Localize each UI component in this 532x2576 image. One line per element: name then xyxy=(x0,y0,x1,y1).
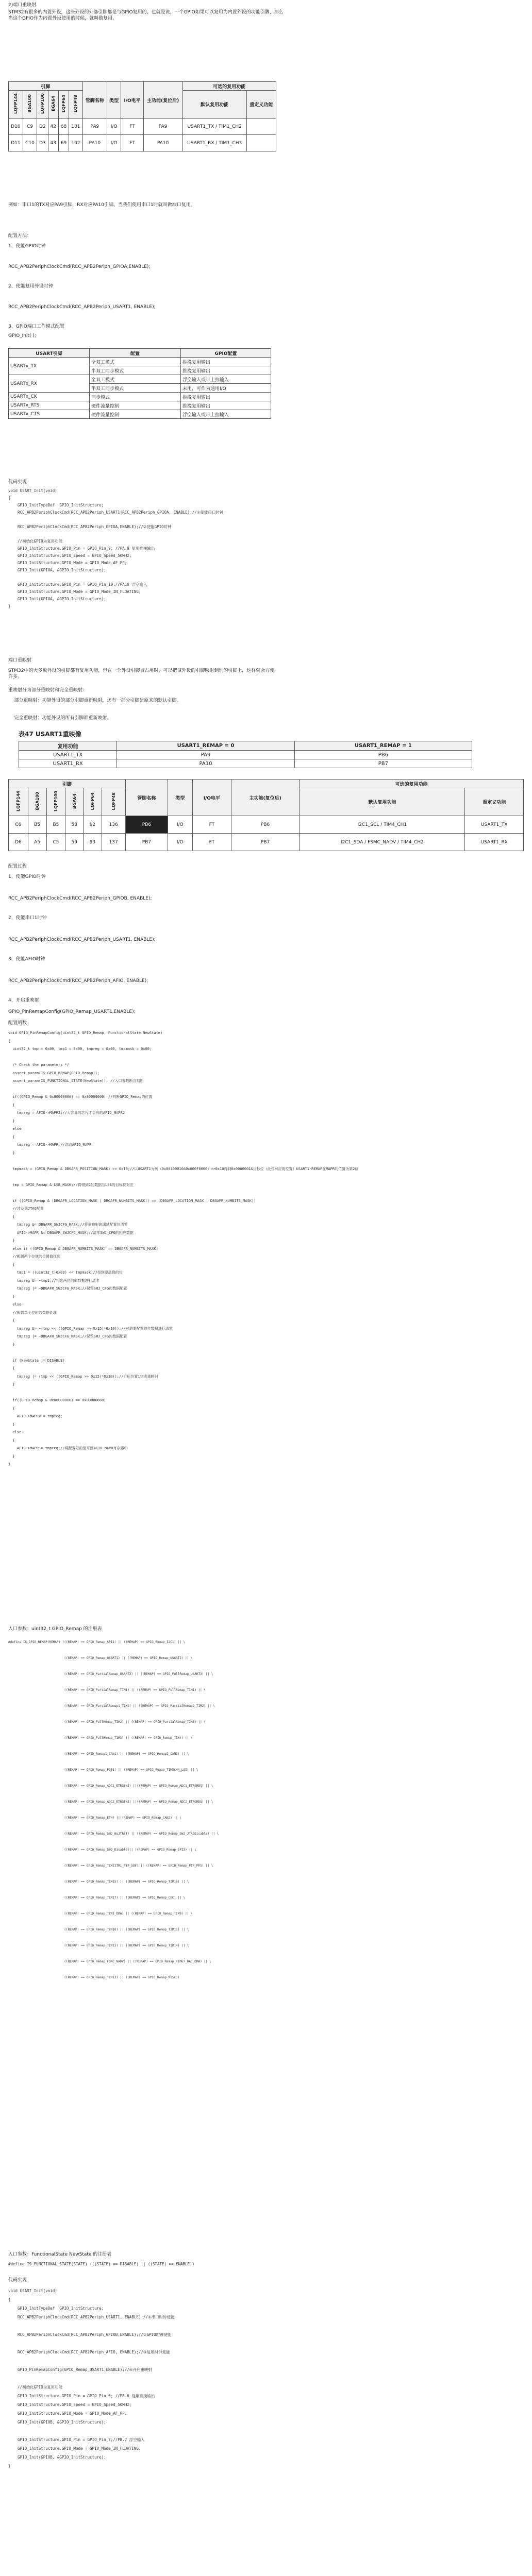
table-cell: USARTx_RX xyxy=(9,375,90,393)
col-header: LQFP48 xyxy=(73,94,78,113)
table-cell xyxy=(246,135,276,151)
table-cell: B5 xyxy=(46,816,65,834)
step-code: GPIO_Init( ); xyxy=(8,333,36,338)
table-cell: PB7 xyxy=(125,834,168,851)
col-header: I/O电平 xyxy=(192,779,231,816)
code-label: 代码实现 xyxy=(8,480,27,485)
code-label: 入口参数：FunctionalState NewState 的注册表 xyxy=(8,2252,112,2257)
section-heading: 端口重映射 xyxy=(8,658,32,663)
paragraph: 例如：串口1的TX对应PA9引脚，RX对应PA10引脚。当我们使用串口1时就叫做端口复用。 xyxy=(8,202,195,208)
table-cell: I/O xyxy=(107,135,121,151)
table-cell: D10 xyxy=(9,118,23,135)
col-header: LQFP144 xyxy=(15,791,21,811)
table-cell: 92 xyxy=(84,816,102,834)
table-cell: PA10 xyxy=(143,135,182,151)
table-cell: USARTx_RTS xyxy=(9,401,90,410)
col-header: USART1_REMAP = 0 xyxy=(117,741,294,751)
table-cell: PB7 xyxy=(294,759,472,768)
table-cell: PB6 xyxy=(125,816,168,834)
table-cell: USARTx_TX xyxy=(9,358,90,375)
col-header: 类型 xyxy=(107,82,121,118)
table-cell: 93 xyxy=(84,834,102,851)
steps-title: 配置方法： xyxy=(8,233,32,239)
col-header: LQFP64 xyxy=(90,792,95,810)
col-header: 管脚名称 xyxy=(125,779,168,816)
code-block: void USART_Init(void) { GPIO_InitTypeDef GPIO_InitStructure; RCC_APB2PeriphClockCmd(RCC_APB2Periph_USART1|RCC_APB2Periph_GPIOA, ENABLE);//①使能串口时钟 RCC_APB2PeriphClockCmd(RCC_APB2Periph_GPIOA,ENABLE);//②使能GPIO时钟 //初始化GPIO为复用功能 GPIO_InitStructure.GPIO_Pin = GPIO_Pin_9; //PA.9 复用推挽输出 GPIO_InitStructure.GPIO_Speed = GPIO_Speed_50MHz; GPIO_InitStructure.GPIO_Mode = GPIO_Mode_AF_PP; GPIO_Init(GPIOA, &GPIO_InitStructure); GPIO_InitStructure.GPIO_Pin = GPIO_Pin_10;//PA10 浮空输入 GPIO_InitStructure.GPIO_Mode = GPIO_Mode_IN_FLOATING; GPIO_Init(GPIOA, &GPIO_InitStructure); } xyxy=(8,488,224,608)
table-cell: USARTx_CK xyxy=(9,393,90,401)
step-code: RCC_APB2PeriphClockCmd(RCC_APB2Periph_USART1, ENABLE); xyxy=(8,304,156,310)
table-cell: PA10 xyxy=(117,759,294,768)
table-cell: 59 xyxy=(65,834,84,851)
table-cell: C10 xyxy=(23,135,37,151)
steps-title: 配置过程 xyxy=(8,864,27,869)
table-cell: FT xyxy=(121,118,143,135)
col-header: LQFP64 xyxy=(61,94,66,113)
table-cell: FT xyxy=(121,135,143,151)
table-cell: PA9 xyxy=(82,118,107,135)
table-cell: C9 xyxy=(23,118,37,135)
step-code: RCC_APB2PeriphClockCmd(RCC_APB2Periph_USART1, ENABLE); xyxy=(8,937,156,942)
table-cell: D2 xyxy=(37,118,48,135)
col-header: 重定义功能 xyxy=(246,91,276,118)
table-cell: 推挽复用输出 xyxy=(181,366,271,375)
col-header: GPIO配置 xyxy=(181,349,271,358)
step-code: GPIO_PinRemapConfig(GPIO_Remap_USART1,ENABLE); xyxy=(8,1009,136,1014)
table-cell: I/O xyxy=(168,834,192,851)
code-block: void USART_Init(void) { GPIO_InitTypeDef GPIO_InitStructure; RCC_APB2PeriphClockCmd(RCC_APB2Periph_USART1, ENABLE);//①串口时钟使能 RCC_APB2PeriphClockCmd(RCC_APB2Periph_GPIOB,ENABLE);//②GPIO时钟使能 RCC_APB2PeriphClockCmd(RCC_APB2Periph_AFIO, ENABLE);//③复用时钟使能 GPIO_PinRemapConfig(GPIO_Remap_USART1,ENABLE);//④开启重映射 //初始化GPIO为复用功能 GPIO_InitStructure.GPIO_Pin = GPIO_Pin_6; //PB.6 复用推挽输出 GPIO_InitStructure.GPIO_Speed = GPIO_Speed_50MHz; GPIO_InitStructure.GPIO_Mode = GPIO_Mode_AF_PP; GPIO_Init(GPIOB, &GPIO_InitStructure); GPIO_InitStructure.GPIO_Pin = GPIO_Pin_7;//PB.7 浮空输入 GPIO_InitStructure.GPIO_Mode = GPIO_Mode_IN_FLOATING; GPIO_Init(GPIOB, &GPIO_InitStructure); } xyxy=(8,2289,175,2468)
pins-group-header: 引脚 xyxy=(9,82,83,91)
pins-group-header: 引脚 xyxy=(9,779,126,788)
table-cell: PB6 xyxy=(231,816,299,834)
col-header: 配置 xyxy=(90,349,181,358)
table-cell: 43 xyxy=(48,135,58,151)
table-cell: USART1_TX / TIM1_CH2 xyxy=(182,118,246,135)
table-cell: 浮空输入或带上拉输入 xyxy=(181,410,271,419)
col-header: USART引脚 xyxy=(9,349,90,358)
usart-gpio-table xyxy=(8,348,271,419)
paragraph: STM32中的大多数外设的引脚都有复用功能，但在一个外设引脚被占用时，可以把该外设的引脚映射到别的引脚上，这样就会方便许多。 xyxy=(8,668,275,680)
code-block: #define IS_FUNCTIONAL_STATE(STATE) (((STATE) == DISABLE) || ((STATE) == ENABLE)) xyxy=(8,2262,195,2266)
table-cell: 136 xyxy=(102,816,125,834)
table-cell: USART1_TX xyxy=(465,816,524,834)
table-cell: 硬件流量控制 xyxy=(90,401,181,410)
step-label: 1、使能GPIO时钟 xyxy=(8,874,46,879)
table-cell xyxy=(246,118,276,135)
table-cell: I2C1_SCL / TIM4_CH1 xyxy=(300,816,465,834)
table-cell: 推挽复用输出 xyxy=(181,358,271,366)
table-cell: 半双工同步模式 xyxy=(90,366,181,375)
alt-group-header: 可选的复用功能 xyxy=(300,779,524,788)
col-header: 默认复用功能 xyxy=(182,91,246,118)
col-header: 主功能(复位后) xyxy=(231,779,299,816)
table-cell: A5 xyxy=(28,834,46,851)
step-label: 4、开启重映射 xyxy=(8,998,39,1003)
intro-paragraph: STM32有很多的内置外设，这些外设的外部引脚都是与GPIO复用的。也就是说，一个GPIO如果可以复用为内置外设的功能引脚，那么当这个GPIO作为内置外设使用的时候，就叫做复用。 xyxy=(8,10,284,21)
code-block: void GPIO_PinRemapConfig(uint32_t GPIO_Remap, FunctionalState NewState) { uint32_t tmp = 0x00, tmp1 = 0x00, tmpreg = 0x00, tmpmask = 0x00; /* Check the parameters */ assert_param(IS_GPIO_REMAP(GPIO_Remap)); assert_param(IS_FUNCTIONAL_STATE(NewState)); //入口参数断言判断 if((GPIO_Remap & 0x80000000) == 0x80000000) //判断GPIO_Remap的位置 { tmpreg = AFIO->MAPR2;//大容量的芯片才会有的AFIO_MAPR2 } else { tmpreg = AFIO->MAPR;//读取AFIO_MAPR } tmpmask = (GPIO_Remap & DBGAFR_POSITION_MASK) >> 0x10;//以USART1为例（0x00100010&0x000F0000）>>0x10得到0x0000001&目标位（此位对应的位置）USART1-REMAP在MAPR的位置为第2位 tmp = GPIO_Remap & LSB_MASK;//将得到1的数据与LSB的目标位对应 if ((GPIO_Remap & (DBGAFR_LOCATION_MASK | DBGAFR_NUMBITS_MASK)) == (DBGAFR_LOCATION_MASK | DBGAFR_NUMBITS_MASK)) //涉及到JTAG配置 { tmpreg &= DBGAFR_SWJCFG_MASK;//将重映射的调试配置位清零 AFIO->MAPR &= DBGAFR_SWJCFG_MASK;//清零SWJ_CFG的相应数据 } else if ((GPIO_Remap & DBGAFR_NUMBITS_MASK) == DBGAFR_NUMBITS_MASK) //配置两个位他的位置值找到 { tmp1 = ((uint32_t)0x03) << tmpmask;//找到要清除的位 tmpreg &= ~tmp1;//将这两位的原数据进行清零 tmpreg |= ~DBGAFR_SWJCFG_MASK;//保留SWJ_CFG的数据配置 } else //配置单个位时的数据处理 { tmpreg &= ~(tmp << ((GPIO_Remap >> 0x15)*0x10));//对需要配置的位数据进行清零 tmpreg |= ~DBGAFR_SWJCFG_MASK;//保留SWJ_CFG的数据配置 } if (NewState != DISABLE) { tmpreg |= (tmp << ((GPIO_Remap >> 0x15)*0x10));//目标位置1完成重映射 } if((GPIO_Remap & 0x80000000) == 0x80000000) { AFIO->MAPR2 = tmpreg; } else { AFIO->MAPR = tmpreg;//将配置好的值写回AFIO_MAPR寄存器中 } } xyxy=(8,1031,359,1466)
table-cell: PA9 xyxy=(117,751,294,759)
table-cell: FT xyxy=(192,816,231,834)
code-label: 代码实现 xyxy=(8,2278,27,2283)
step-label: 1、使能GPIO时钟 xyxy=(8,244,46,249)
col-header: BGA100 xyxy=(27,94,32,113)
table-cell: 未用，可作为通用I/O xyxy=(181,384,271,393)
table-cell: USART1_RX xyxy=(19,759,117,768)
col-header: 管脚名称 xyxy=(82,82,107,118)
code-label: 入口参数：uint32_t GPIO_Remap 的注册表 xyxy=(8,1626,102,1632)
step-code: RCC_APB2PeriphClockCmd(RCC_APB2Periph_GPIOB, ENABLE); xyxy=(8,896,152,901)
table-cell: C5 xyxy=(46,834,65,851)
code-block: #define IS_GPIO_REMAP(REMAP) (((REMAP) == GPIO_Remap_SPI1) || ((REMAP) == GPIO_Remap_I2C1) || \ ((REMAP) == GPIO_Remap_USART1) || ((REMAP) == GPIO_Remap_USART2) || \ ((REMAP) == GPIO_PartialRemap_USART3) || ((REMAP) == GPIO_FullRemap_USART3) || \ ((REMAP) == GPIO_PartialRemap_TIM1) || ((REMAP) == GPIO_FullRemap_TIM1) || \ ((REMAP) == GPIO_PartialRemap1_TIM2) || ((REMAP) == GPIO_PartialRemap2_TIM2) || \ ((REMAP) == GPIO_FullRemap_TIM2) || ((REMAP) == GPIO_PartialRemap_TIM3) || \ ((REMAP) == GPIO_FullRemap_TIM3) || ((REMAP) == GPIO_Remap_TIM4) || \ ((REMAP) == GPIO_Remap1_CAN1) || ((REMAP) == GPIO_Remap2_CAN1) || \ ((REMAP) == GPIO_Remap_PD01) || ((REMAP) == GPIO_Remap_TIM5CH4_LSI) || \ ((REMAP) == GPIO_Remap_ADC1_ETRGINJ) ||((REMAP) == GPIO_Remap_ADC1_ETRGREG) || \ ((REMAP) == GPIO_Remap_ADC2_ETRGINJ) ||((REMAP) == GPIO_Remap_ADC2_ETRGREG) || \ ((REMAP) == GPIO_Remap_ETH) ||((REMAP) == GPIO_Remap_CAN2) || \ ((REMAP) == GPIO_Remap_SWJ_NoJTRST) || ((REMAP) == GPIO_Remap_SWJ_JTAGDisable) || \ ((REMAP) == GPIO_Remap_SWJ_Disable)|| ((REMAP) == GPIO_Remap_SPI3) || \ ((REMAP) == GPIO_Remap_TIM2ITR1_PTP_SOF) || ((REMAP) == GPIO_Remap_PTP_PPS) || \ ((REMAP) == GPIO_Remap_TIM15) || ((REMAP) == GPIO_Remap_TIM16) || \ ((REMAP) == GPIO_Remap_TIM17) || ((REMAP) == GPIO_Remap_CEC) || \ ((REMAP) == GPIO_Remap_TIM1_DMA) || ((REMAP) == GPIO_Remap_TIM9) || \ ((REMAP) == GPIO_Remap_TIM10) || ((REMAP) == GPIO_Remap_TIM11) || \ ((REMAP) == GPIO_Remap_TIM13) || ((REMAP) == GPIO_Remap_TIM14) || \ ((REMAP) == GPIO_Remap_FSMC_NADV) || ((REMAP) == GPIO_Remap_TIM67_DAC_DMA) || \ ((REMAP) == GPIO_Remap_TIM12) || ((REMAP) == GPIO_Remap_MISC)) xyxy=(8,1640,219,1979)
table-cell: 全双工模式 xyxy=(90,375,181,384)
paragraph: 完全重映射：功能外设的所有引脚都重新映射。 xyxy=(8,716,112,721)
table-cell: PA10 xyxy=(82,135,107,151)
col-header: BGA64 xyxy=(72,793,77,809)
table-cell: USART1_RX xyxy=(465,834,524,851)
table-cell: 68 xyxy=(58,118,69,135)
table-cell: 42 xyxy=(48,118,58,135)
col-header: LQFP100 xyxy=(53,791,58,811)
usart1-remap-table xyxy=(19,741,472,768)
pin-table-2 xyxy=(8,779,524,851)
table-cell: 推挽复用输出 xyxy=(181,401,271,410)
table-cell: D3 xyxy=(37,135,48,151)
col-header: 主功能(复位后) xyxy=(143,82,182,118)
table-cell: PB6 xyxy=(294,751,472,759)
table-cell: 同步模式 xyxy=(90,393,181,401)
col-header: 类型 xyxy=(168,779,192,816)
col-header: BGA100 xyxy=(35,792,40,810)
code-label: 配置函数 xyxy=(8,1021,27,1026)
table-cell: I/O xyxy=(107,118,121,135)
col-header: LQFP48 xyxy=(111,792,116,810)
col-header: I/O电平 xyxy=(121,82,143,118)
table-cell: 推挽复用输出 xyxy=(181,393,271,401)
table-cell: PB7 xyxy=(231,834,299,851)
col-header: 复用功能 xyxy=(19,741,117,751)
table-cell: USART1_RX / TIM1_CH3 xyxy=(182,135,246,151)
col-header: BGA64 xyxy=(51,96,56,111)
paragraph: 重映射分为部分重映射和完全重映射： xyxy=(8,688,88,693)
table-cell: 58 xyxy=(65,816,84,834)
col-header: USART1_REMAP = 1 xyxy=(294,741,472,751)
table-cell: D6 xyxy=(9,834,28,851)
table-title: 表47 USART1重映像 xyxy=(19,731,81,738)
table-cell: B5 xyxy=(28,816,46,834)
table-cell: 浮空输入或带上拉输入 xyxy=(181,375,271,384)
step-label: 2、使能串口1时钟 xyxy=(8,916,47,921)
step-label: 2、使能复用外设时钟 xyxy=(8,284,53,289)
alt-group-header: 可选的复用功能 xyxy=(182,82,276,91)
table-cell: USART1_TX xyxy=(19,751,117,759)
table-cell: 硬件流量控制 xyxy=(90,410,181,419)
step-code: RCC_APB2PeriphClockCmd(RCC_APB2Periph_GPIOA,ENABLE); xyxy=(8,264,151,269)
step-label: 3、使能AFIO时钟 xyxy=(8,957,45,962)
table-cell: 半双工同步模式 xyxy=(90,384,181,393)
table-cell: PA9 xyxy=(143,118,182,135)
col-header: 默认复用功能 xyxy=(300,788,465,816)
col-header: LQFP144 xyxy=(13,93,18,114)
table-cell: C6 xyxy=(9,816,28,834)
col-header: LQFP100 xyxy=(40,93,45,114)
step-label: 3、GPIO端口工作模式配置 xyxy=(8,324,64,329)
table-cell: 全双工模式 xyxy=(90,358,181,366)
table-cell: 137 xyxy=(102,834,125,851)
step-code: RCC_APB2PeriphClockCmd(RCC_APB2Periph_AFIO, ENABLE); xyxy=(8,978,148,984)
table-cell: D11 xyxy=(9,135,23,151)
pin-table-1 xyxy=(8,81,276,151)
table-cell: USARTx_CTS xyxy=(9,410,90,419)
section-heading: 2)端口重映射 xyxy=(8,3,37,8)
table-cell: FT xyxy=(192,834,231,851)
table-cell: 102 xyxy=(69,135,83,151)
table-cell: 69 xyxy=(58,135,69,151)
table-cell: I/O xyxy=(168,816,192,834)
paragraph: 部分重映射：功能外设的部分引脚重新映射，还有一部分引脚是原来的默认引脚。 xyxy=(8,698,181,703)
col-header: 重定义功能 xyxy=(465,788,524,816)
table-cell: I2C1_SDA / FSMC_NADV / TIM4_CH2 xyxy=(300,834,465,851)
table-cell: 101 xyxy=(69,118,83,135)
